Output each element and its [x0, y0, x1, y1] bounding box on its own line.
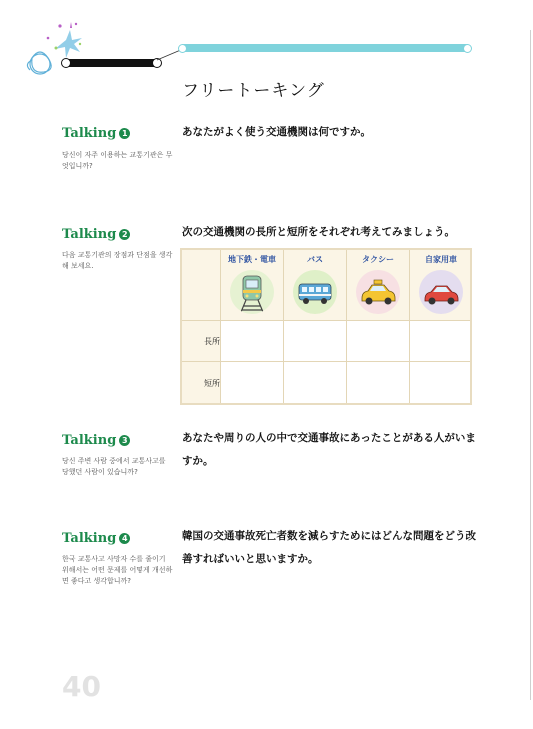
- section-number-badge: 2: [119, 229, 130, 240]
- train-icon: [230, 270, 274, 314]
- col-head-bus: バス: [307, 255, 323, 264]
- talking-3-question: あなたや周りの人の中で交通事故にあったことがある人がいますか。: [182, 432, 476, 467]
- taxi-icon: [356, 270, 400, 314]
- talking-label-text: Talking: [62, 126, 117, 141]
- talking-2-label: [62, 227, 130, 242]
- page-number: 40: [62, 670, 101, 703]
- col-head-car: 自家用車: [425, 255, 457, 264]
- talking-3-korean-note: 당신 주변 사람 중에서 교통사고를 당했던 사람이 있습니까?: [62, 457, 166, 476]
- talking-label-text: Talking: [62, 433, 117, 448]
- talking-1-korean-note: 당신이 자주 이용하는 교통기관은 무엇입니까?: [62, 151, 173, 170]
- header-black-bar: [64, 59, 159, 67]
- talking-4-korean-note: 한국 교통사고 사망자 수를 줄이기 위해서는 어떤 문제를 어떻게 개선하면 좋다고 생각합니까?: [62, 555, 173, 585]
- row-head-pros: 長所: [204, 337, 220, 346]
- car-icon: [419, 270, 463, 314]
- section-number-badge: 3: [119, 435, 130, 446]
- talking-4-question: 韓国の交通事故死亡者数を減らすためにはどんな問題をどう改善すればいいと思いますか。: [182, 530, 476, 565]
- flower-ornament-icon: [20, 18, 90, 84]
- talking-4-label: [62, 531, 130, 546]
- talking-2-question: 次の交通機関の長所と短所をそれぞれ考えてみましょう。: [182, 226, 455, 238]
- pros-row-cells[interactable]: [220, 320, 470, 361]
- talking-label-text: Talking: [62, 531, 117, 546]
- bus-icon: [293, 270, 337, 314]
- col-head-taxi: タクシー: [362, 255, 394, 264]
- section-number-badge: 1: [119, 128, 130, 139]
- transport-pros-cons-table: [180, 248, 472, 405]
- talking-3-label: [62, 433, 130, 448]
- section-number-badge: 4: [119, 533, 130, 544]
- talking-1-question: あなたがよく使う交通機関は何ですか。: [182, 126, 371, 138]
- talking-1-label: [62, 126, 130, 141]
- talking-label-text: Talking: [62, 227, 117, 242]
- cons-row-cells[interactable]: [220, 362, 470, 403]
- col-head-train: 地下鉄・電車: [228, 255, 276, 264]
- talking-2-korean-note: 다음 교통기관의 장점과 단점을 생각해 보세요.: [62, 251, 173, 270]
- header-cyan-bar: [180, 44, 470, 52]
- right-margin-rule: [530, 30, 531, 700]
- page-title: フリートーキング: [182, 81, 325, 101]
- row-head-cons: 短所: [204, 379, 220, 388]
